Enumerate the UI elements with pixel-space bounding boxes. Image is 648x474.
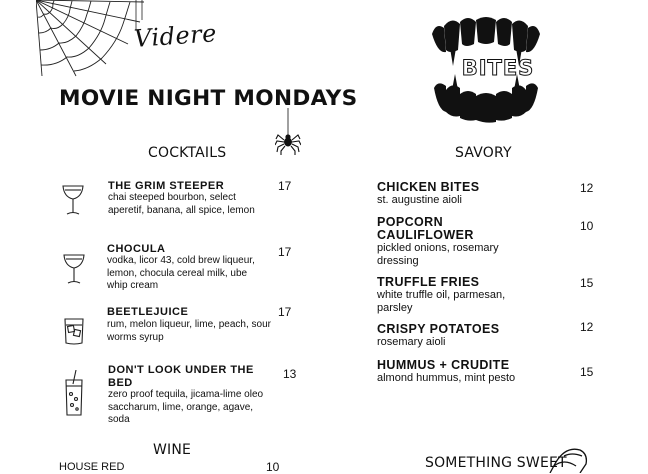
candy-corn-icon <box>546 444 590 473</box>
cocktail-item-price: 13 <box>283 367 297 381</box>
savory-item-desc: st. augustine aioli <box>377 194 462 206</box>
wine-item-name: HOUSE RED <box>59 461 125 473</box>
cocktail-item-name: BEETLEJUICE <box>107 306 189 318</box>
savory-item-name: CHICKEN BITES <box>377 180 480 194</box>
cocktails-heading: COCKTAILS <box>148 145 227 161</box>
savory-item-name: TRUFFLE FRIES <box>377 275 480 289</box>
cocktail-item-name: DON'T LOOK UNDER THE BED <box>108 364 254 389</box>
cocktail-item-desc: rum, melon liqueur, lime, peach, sour worms syrup <box>107 319 271 343</box>
savory-item-desc: pickled onions, rosemary dressing <box>377 242 499 267</box>
savory-item-price: 10 <box>580 219 594 233</box>
cocktail-item-price: 17 <box>278 245 292 259</box>
spider-web-icon <box>36 0 146 78</box>
savory-item-desc: white truffle oil, parmesan, parsley <box>377 289 506 314</box>
savory-item-price: 15 <box>580 365 594 379</box>
savory-item-price: 15 <box>580 276 594 290</box>
cocktail-item-desc: zero proof tequila, jicama-lime oleo saccharum, lime, orange, agave, soda <box>108 389 264 425</box>
savory-item-price: 12 <box>580 320 594 334</box>
savory-item-desc: rosemary aioli <box>377 336 446 348</box>
page-title: MOVIE NIGHT MONDAYS <box>59 86 358 110</box>
savory-item-name: HUMMUS + CRUDITE <box>377 358 510 372</box>
rocks-glass-icon <box>62 317 86 347</box>
bites-logo-text: BITES <box>461 56 535 80</box>
savory-heading: SAVORY <box>455 145 512 161</box>
savory-item-name: CRISPY POTATOES <box>377 322 500 336</box>
savory-item-price: 12 <box>580 181 594 195</box>
sweet-heading: SOMETHING SWEET <box>425 455 567 471</box>
cocktail-item-desc: chai steeped bourbon, select aperetif, banana, all spice, lemon <box>108 192 255 216</box>
brand-logo: Videre <box>133 19 218 53</box>
coupe-glass-icon <box>61 183 85 217</box>
cocktail-item-name: THE GRIM STEEPER <box>108 180 225 192</box>
cocktail-item-price: 17 <box>278 305 292 319</box>
cocktail-item-name: CHOCULA <box>107 243 166 255</box>
wine-heading: WINE <box>153 442 192 458</box>
wine-item-price: 10 <box>266 460 280 474</box>
spider-icon <box>275 108 301 158</box>
cocktail-item-price: 17 <box>278 179 292 193</box>
highball-glass-icon <box>62 370 86 418</box>
savory-item-name: POPCORN CAULIFLOWER <box>377 215 474 242</box>
savory-item-desc: almond hummus, mint pesto <box>377 372 516 384</box>
cocktail-item-desc: vodka, licor 43, cold brew liqueur, lemon, chocula cereal milk, ube whip cream <box>107 255 255 291</box>
coupe-glass-icon <box>62 252 86 286</box>
